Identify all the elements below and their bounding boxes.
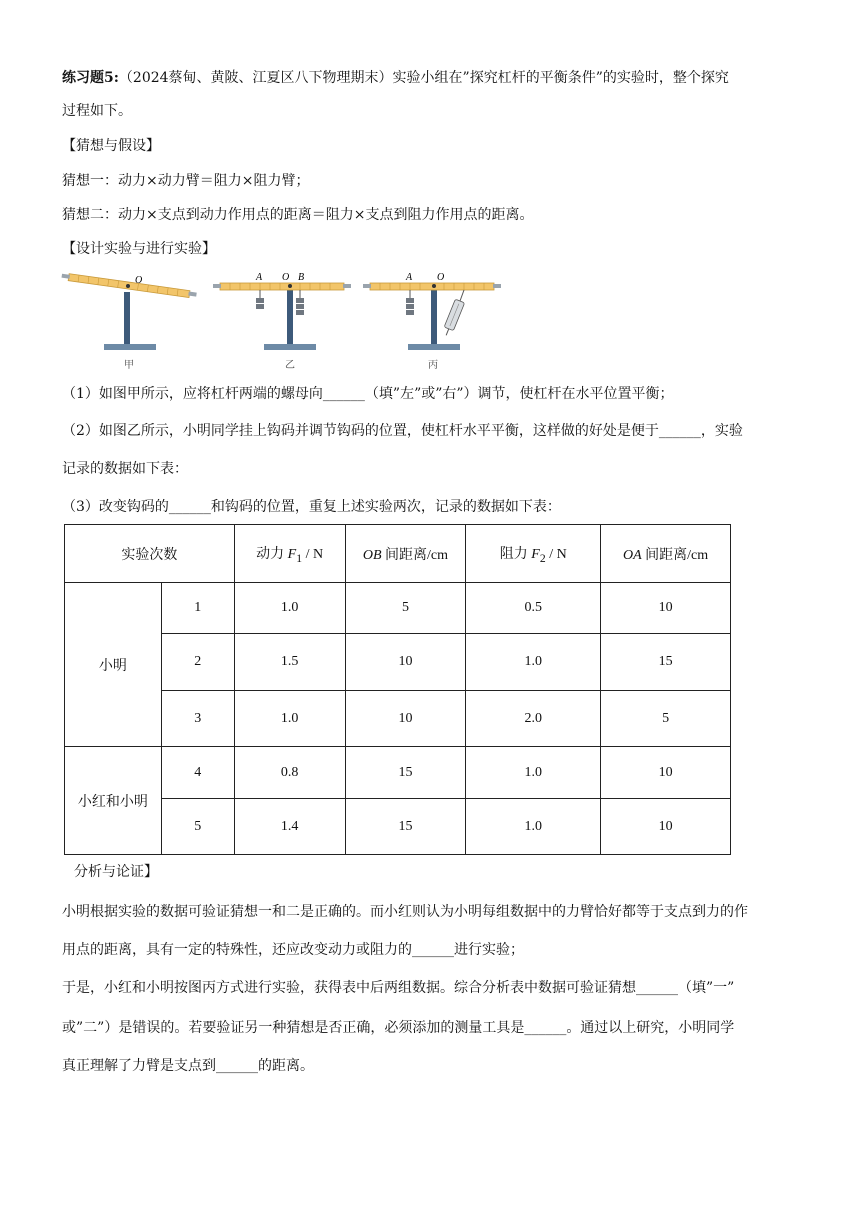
question-3: （3）改变钩码的______和钩码的位置，重复上述实验两次，记录的数据如下表： xyxy=(62,499,561,515)
cell-f1: 1.0 xyxy=(234,583,345,634)
table-row xyxy=(65,747,731,799)
section-hypothesis: 【猜想与假设】 xyxy=(62,138,160,154)
question-1: （1）如图甲所示，应将杠杆两端的螺母向______（填”左”或”右”）调节，使杠杆在水平位置平衡； xyxy=(62,386,674,402)
lever-figures-svg xyxy=(58,268,518,376)
caption-jia: 甲 xyxy=(124,360,134,371)
cell-f1: 0.8 xyxy=(234,747,345,799)
analysis-p2b: 或”二”）是错误的。若要验证另一种猜想是否正确，必须添加的测量工具是______。通过以上研究，小明同学 xyxy=(62,1020,735,1036)
question-2b: 记录的数据如下表： xyxy=(62,461,188,477)
cell-ob: 15 xyxy=(345,799,466,855)
caption-bing: 丙 xyxy=(428,360,438,371)
spring-scale xyxy=(442,299,465,337)
cell-ob: 10 xyxy=(345,691,466,747)
label-o-jia: O xyxy=(135,275,143,286)
table-row xyxy=(65,583,731,634)
cell-n: 2 xyxy=(161,634,234,691)
header-f2: 阻力 $F_2$ / N xyxy=(466,525,601,583)
analysis-p1a: 小明根据实验的数据可验证猜想一和二是正确的。而小红则认为小明每组数据中的力臂恰好都等于支点到力的作 xyxy=(62,904,748,920)
problem-intro: （2024蔡甸、黄陂、江夏区八下物理期末）实验小组在”探究杠杆的平衡条件”的实验时，整个探究 xyxy=(118,70,729,86)
label-a-bing: A xyxy=(406,272,413,283)
question-2a: （2）如图乙所示，小明同学挂上钩码并调节钩码的位置，使杠杆水平平衡，这样做的好处是便于______，实验 xyxy=(62,423,743,439)
label-o-bing: O xyxy=(437,272,445,283)
cell-n: 4 xyxy=(161,747,234,799)
table-row xyxy=(65,634,731,691)
cell-oa: 10 xyxy=(601,583,731,634)
cell-ob: 10 xyxy=(345,634,466,691)
cell-ob: 5 xyxy=(345,583,466,634)
cell-oa: 5 xyxy=(601,691,731,747)
cell-f1: 1.0 xyxy=(234,691,345,747)
section-design: 【设计实验与进行实验】 xyxy=(62,241,216,257)
problem-number: 练习题5: xyxy=(62,70,119,86)
analysis-p1b: 用点的距离，具有一定的特殊性，还应改变动力或阻力的______进行实验； xyxy=(62,942,524,958)
group-xiaohong-xiaoming: 小红和小明 xyxy=(65,747,162,855)
lever-yi xyxy=(220,283,344,290)
label-b-yi: B xyxy=(298,272,305,283)
cell-f1: 1.5 xyxy=(234,634,345,691)
problem-intro-2: 过程如下。 xyxy=(62,103,132,119)
header-f1: 动力 $F_1$ / N xyxy=(234,525,345,583)
table-row xyxy=(65,691,731,747)
stand-base-jia xyxy=(104,344,156,350)
cell-f2: 1.0 xyxy=(466,634,601,691)
cell-oa: 15 xyxy=(601,634,731,691)
group-xiaoming: 小明 xyxy=(65,583,162,747)
stand-pole-jia xyxy=(124,292,130,346)
cell-f2: 2.0 xyxy=(466,691,601,747)
figure-yi xyxy=(213,272,351,371)
cell-f2: 0.5 xyxy=(466,583,601,634)
label-o-yi: O xyxy=(282,272,290,283)
figure-bing xyxy=(363,272,501,371)
cell-n: 3 xyxy=(161,691,234,747)
lever-figures xyxy=(58,268,518,376)
analysis-p2a: 于是，小红和小明按图丙方式进行实验，获得表中后两组数据。综合分析表中数据可验证猜想______（填”一” xyxy=(62,980,735,996)
cell-ob: 15 xyxy=(345,747,466,799)
caption-yi: 乙 xyxy=(285,360,295,371)
table-header-row xyxy=(65,525,731,583)
data-table xyxy=(64,524,731,855)
cell-oa: 10 xyxy=(601,799,731,855)
label-a-yi: A xyxy=(256,272,263,283)
section-analysis: 分析与论证】 xyxy=(74,864,158,880)
lever-bing xyxy=(370,283,494,290)
cell-f2: 1.0 xyxy=(466,799,601,855)
analysis-p2c: 真正理解了力臂是支点到______的距离。 xyxy=(62,1058,314,1074)
problem-intro-line xyxy=(62,68,810,88)
cell-oa: 10 xyxy=(601,747,731,799)
guess-one: 猜想一：动力×动力臂＝阻力×阻力臂； xyxy=(62,173,310,189)
guess-two: 猜想二：动力×支点到动力作用点的距离＝阻力×支点到阻力作用点的距离。 xyxy=(62,207,534,223)
table-row xyxy=(65,799,731,855)
header-ob: OB 间距离/cm xyxy=(345,525,466,583)
cell-f2: 1.0 xyxy=(466,747,601,799)
header-trial: 实验次数 xyxy=(65,525,235,583)
cell-n: 1 xyxy=(161,583,234,634)
header-oa: OA 间距离/cm xyxy=(601,525,731,583)
cell-n: 5 xyxy=(161,799,234,855)
figure-jia xyxy=(61,273,197,371)
cell-f1: 1.4 xyxy=(234,799,345,855)
